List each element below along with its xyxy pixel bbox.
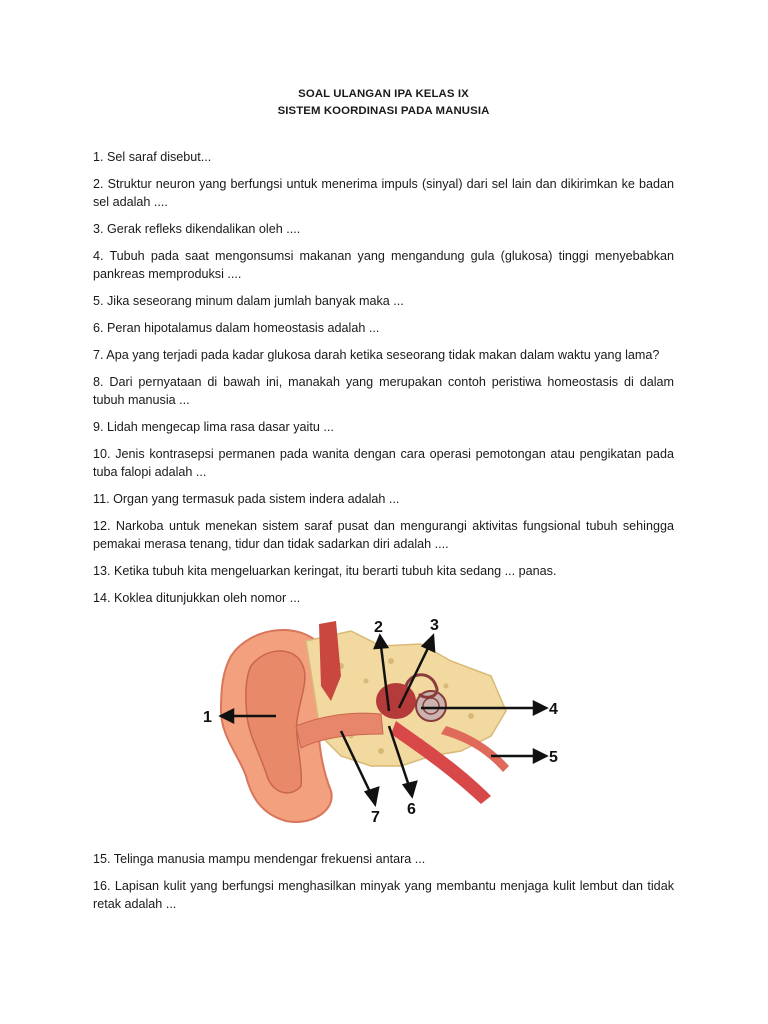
ear-diagram-svg (191, 616, 591, 840)
question-15: 15. Telinga manusia mampu mendengar frekuensi antara ... (93, 852, 426, 866)
document-page (93, 86, 674, 922)
question-14: 14. Koklea ditunjukkan oleh nomor ... (93, 591, 301, 605)
question-3: 3. Gerak refleks dikendalikan oleh .... (93, 222, 301, 236)
question-4: 4. Tubuh pada saat mengonsumsi makanan yang mengandung gula (glukosa) tinggi menyebabkan pankreas memproduksi .... (93, 249, 674, 281)
question-7: 7. Apa yang terjadi pada kadar glukosa darah ketika seseorang tidak makan dalam waktu yang lama? (93, 348, 660, 362)
question-5: 5. Jika seseorang minum dalam jumlah banyak maka ... (93, 294, 404, 308)
question-11: 11. Organ yang termasuk pada sistem indera adalah ... (93, 492, 400, 506)
ear-diagram (191, 616, 591, 840)
question-9: 9. Lidah mengecap lima rasa dasar yaitu ... (93, 420, 334, 434)
label-7: 7 (371, 809, 380, 826)
middle-ear (376, 683, 416, 719)
question-2: 2. Struktur neuron yang berfungsi untuk menerima impuls (sinyal) dari sel lain dan dikirimkan ke badan sel adalah .... (93, 177, 674, 209)
question-16: 16. Lapisan kulit yang berfungsi menghasilkan minyak yang membantu menjaga kulit lembut dan tidak retak adalah ... (93, 879, 674, 911)
label-3: 3 (430, 617, 439, 634)
question-list (93, 148, 674, 913)
label-4: 4 (549, 701, 558, 718)
label-6: 6 (407, 801, 416, 818)
question-13: 13. Ketika tubuh kita mengeluarkan keringat, itu berarti tubuh kita sedang ... panas. (93, 564, 557, 578)
label-5: 5 (549, 749, 558, 766)
question-1: 1. Sel saraf disebut... (93, 150, 212, 164)
title-line-1: SOAL ULANGAN IPA KELAS IX (298, 88, 469, 100)
question-10: 10. Jenis kontrasepsi permanen pada wanita dengan cara operasi pemotongan atau pengikatan pada tuba falopi adalah ... (93, 447, 674, 479)
question-6: 6. Peran hipotalamus dalam homeostasis adalah ... (93, 321, 380, 335)
document-title (93, 86, 674, 120)
label-1: 1 (203, 709, 212, 726)
label-2: 2 (374, 619, 383, 636)
title-line-2: SISTEM KOORDINASI PADA MANUSIA (277, 105, 490, 117)
question-12: 12. Narkoba untuk menekan sistem saraf pusat dan mengurangi aktivitas fungsional tubuh sehingga pemakai merasa tenang, tidur dan tidak sadarkan diri adalah .... (93, 519, 674, 551)
question-8: 8. Dari pernyataan di bawah ini, manakah yang merupakan contoh peristiwa homeostasis di dalam tubuh manusia ... (93, 375, 674, 407)
